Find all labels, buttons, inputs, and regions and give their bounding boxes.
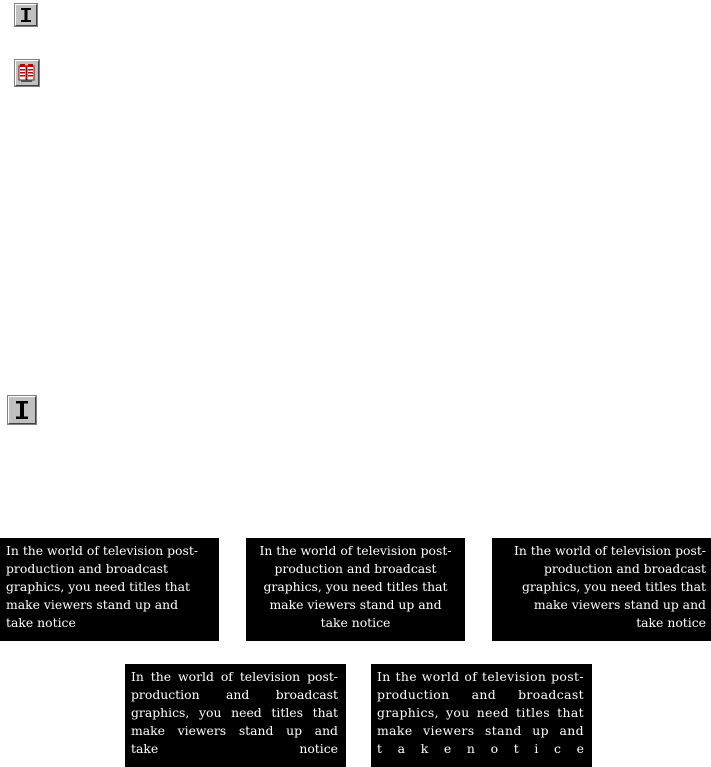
sample-line: In the world of television post- [131, 669, 338, 684]
spread-char: c [554, 741, 561, 756]
sample-line: production and broadcast [377, 687, 584, 702]
sample-line: make viewers stand up and [131, 723, 338, 738]
sample-line: graphics, you need titles that [521, 579, 706, 594]
spread-char: t [377, 741, 382, 756]
spread-char: t [513, 741, 519, 756]
spread-char: k [420, 741, 429, 756]
sample-line: production and broadcast [543, 561, 706, 576]
sample-line: In the world of television post- [513, 543, 706, 558]
text-cursor-icon[interactable] [8, 396, 36, 424]
spread-char: i [534, 741, 539, 756]
sample-force-justified [371, 664, 592, 767]
sample-line: take notice [320, 615, 391, 630]
sample-line: make viewers stand up and [6, 597, 179, 612]
spread-char: o [490, 741, 499, 756]
sample-line: In the world of television post- [259, 543, 452, 558]
spread-char: a [397, 741, 406, 756]
sample-line: In the world of television post- [6, 543, 199, 558]
sample-line: take notice [131, 741, 338, 756]
sample-line: graphics, you need titles that [377, 705, 584, 720]
sample-line: production and broadcast [274, 561, 437, 576]
sample-line: graphics, you need titles that [263, 579, 448, 594]
sample-line: production and broadcast [6, 561, 169, 576]
spread-char: e [576, 741, 584, 756]
sample-right-aligned [492, 538, 711, 641]
sample-line: graphics, you need titles that [131, 705, 338, 720]
sample-center-aligned [246, 538, 465, 641]
spread-char: e [443, 741, 452, 756]
sample-line: graphics, you need titles that [6, 579, 191, 594]
sample-line: production and broadcast [131, 687, 338, 702]
spread-char: n [466, 741, 475, 756]
sample-justified [125, 664, 346, 767]
text-cursor-icon[interactable] [15, 4, 37, 26]
sample-line: make viewers stand up and [377, 723, 584, 738]
sample-left-aligned [0, 538, 219, 641]
sample-line: make viewers stand up and [533, 597, 706, 612]
title-frames-icon[interactable] [15, 60, 39, 86]
sample-line-spread [377, 740, 584, 758]
sample-line: take notice [6, 615, 76, 630]
sample-line: take notice [636, 615, 706, 630]
sample-line: make viewers stand up and [269, 597, 442, 612]
sample-line: In the world of television post- [377, 669, 584, 684]
